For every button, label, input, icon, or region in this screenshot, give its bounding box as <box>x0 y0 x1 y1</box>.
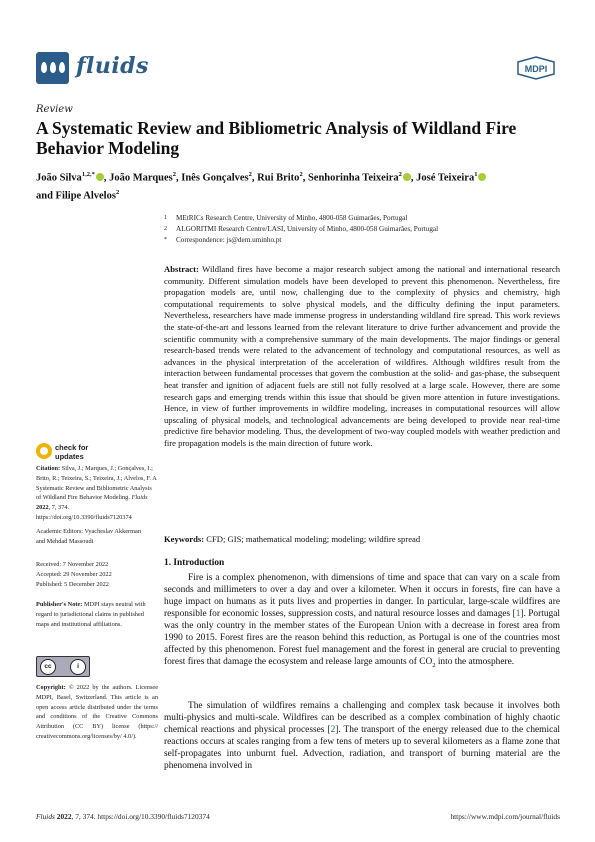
publisher-note <box>36 600 158 629</box>
affiliation <box>164 235 556 246</box>
accepted-date: Accepted: 29 November 2022 <box>36 571 112 578</box>
copyright-text: © 2022 by the authors. Licensee MDPI, Basel, Switzerland. This article is an open access article distributed under the terms and conditions of the Creative Commons Attribution (CC BY) license (https:// creativecommons.org/licenses/by/ 4.0/). <box>36 684 159 740</box>
author-affiliation-mark: 2 <box>172 171 176 178</box>
author-name[interactable]: Rui Brito <box>257 172 300 184</box>
author-name[interactable]: and Filipe Alvelos <box>36 190 116 201</box>
check-updates-icon <box>36 443 52 459</box>
subscript: 2 <box>432 661 436 669</box>
citation <box>36 464 158 523</box>
journal-logo <box>36 52 156 84</box>
author-affiliation-mark: 1,2,* <box>81 171 95 178</box>
affiliation <box>164 213 556 224</box>
affiliation-text: ALGORITMI Research Centre/LASI, University of Minho, 4800-058 Guimarães, Portugal <box>176 225 439 233</box>
author-list <box>36 168 561 203</box>
citation-journal: Fluids <box>131 494 148 502</box>
abstract-text: Wildland fires have become a major research subject among the national and international research community. Different simulation models have been developed to prevent this phenomenon. Nevertheless, fire propagation models are, until now, challenging due to the complexity of physics and chemistry, high computational requirements to solve physical models, and the difficulty defining the input parameters. Nevertheless, researchers have made immense progress in understanding wildland fire spread. This work reviews the state-of-the-art and lessons learned from the relevant literature to drive further advancement and provide the scientific community with a comprehensive summary of the main developments. The major findings or general research-based trends were related to the advancement of technology and computational resources, as well as advances in the physical interpretation of the acceleration of wildfires. Although wildfires result from the interaction between fundamental processes that govern the combustion at the solid- and gas-phase, the subsequent heat transfer and ignition of adjacent fuels are still not fully resolved at a large scale. However, there are some research gaps and emerging trends within this issue that should be given more attention in future investigations. Hence, in view of further improvements in wildfire modeling, increases in computational resources will allow upscaling of physical models, and technological advancements are being developed to provide near real-time predictive fire behavior modeling. Thus, the development of two-way coupled models with weather prediction and fire propagation models is the main direction of future work. <box>164 264 560 448</box>
orcid-icon[interactable] <box>96 173 104 181</box>
mdpi-logo <box>516 56 556 80</box>
affiliation-number: 2 <box>164 226 167 232</box>
section-heading: 1. Introduction <box>164 558 225 568</box>
published-date: Published: 5 December 2022 <box>36 581 109 588</box>
affiliation-text: MEtRICs Research Centre, University of Minho, 4800-058 Guimarães, Portugal <box>176 214 408 222</box>
citation-doi[interactable]: , 7, 374. https://doi.org/10.3390/fluids7120374 <box>36 504 132 521</box>
check-label-1: check for <box>55 443 89 452</box>
author-name[interactable]: José Teixeira <box>416 172 475 184</box>
p1-text-a: Fire is a complex phenomenon, with dimensions of time and space that can vary on a scale from seconds and millimeters to over a day and over a kilometer. When it occurs in forests, fire can have a huge impact on humans as it puts lives and properties in danger. In particular, large-scale wildfires are responsible for economic losses, suppression costs, and natural resource losses and damages [ <box>164 573 560 619</box>
academic-editors: Academic Editors: Vyacheslav Akkerman and Mehdad Massoudi <box>36 528 141 545</box>
cc-by-license-icon[interactable] <box>36 656 90 677</box>
p2-text-b: ]. The transport of the energy released due to the chemical reactions occurs at scales ranging from a few tens of meters up to several kilometers as a flame zone that self-propagates into unburnt fuel. Advection, radiation, and transport of burning material are the phenomena involved in <box>164 725 560 771</box>
p1-text-c: into the atmosphere. <box>435 657 515 667</box>
author-name[interactable]: Inês Gonçalves <box>181 172 249 184</box>
p2-text-a: The simulation of wildfires remains a challenging and complex task because it involves both multi-physics and multi-scale. Wildfires can be described as a complex combination of highly chaotic chemical reactions and physical processes [ <box>164 701 560 735</box>
footer-url[interactable]: https://www.mdpi.com/journal/fluids <box>450 812 560 821</box>
affiliation-text: Correspondence: js@dem.uminho.pt <box>176 236 282 244</box>
copyright <box>36 683 158 742</box>
keywords-label: Keywords: <box>164 534 205 544</box>
publisher-note-text: MDPI stays neutral with regard to jurisdictional claims in published maps and institutional affiliations. <box>36 601 146 628</box>
author-affiliation-mark: 2 <box>398 171 402 178</box>
affiliation-number: * <box>164 237 167 243</box>
citation-text: Silva, J.; Marques, J.; Gonçalves, I.; Brito, R.; Teixeira, S.; Teixeira, J.; Alvelos, F. A Systematic Review and Bibliometric Analysis of Wildland Fire Behavior Modeling. <box>36 465 157 502</box>
footer-year: 2022 <box>56 812 72 821</box>
citation-label: Citation: <box>36 465 61 472</box>
check-label-2: updates <box>55 452 84 461</box>
author-separator: , <box>251 172 258 184</box>
author-separator: , <box>410 172 417 184</box>
article-type: Review <box>36 104 73 115</box>
abstract <box>164 264 560 450</box>
keywords <box>164 534 560 544</box>
affiliation <box>164 224 556 235</box>
author-affiliation-mark: 2 <box>115 188 120 196</box>
footer-journal: Fluids <box>36 812 55 821</box>
affiliation-number: 1 <box>164 215 167 221</box>
keywords-text: CFD; GIS; mathematical modeling; modeling; wildfire spread <box>206 534 421 544</box>
p1-text-b: ]. Portugal was the only country in the member states of the European Union with a decrease in forest area from 1990 to 2015. Forest fires are the reason behind this reduction, as Portugal is one of the countries most affected by this phenomenon. Forest fuel management and the forest in general are crucial to preventing forest fires that damage the ecosystem and release large amounts of CO <box>164 609 560 667</box>
author-separator: , <box>176 172 182 184</box>
cc-icon: cc <box>40 659 56 675</box>
orcid-icon[interactable] <box>478 173 486 181</box>
footer-doi[interactable]: , 7, 374. https://doi.org/10.3390/fluids7120374 <box>71 812 210 821</box>
author-separator: , <box>103 172 110 184</box>
footer <box>36 812 560 821</box>
journal-name: fluids <box>76 53 149 79</box>
orcid-icon[interactable] <box>403 173 411 181</box>
attribution-icon: i <box>70 659 86 675</box>
drops-icon <box>36 52 69 84</box>
citation-link-1[interactable]: 1 <box>515 609 521 619</box>
citation-link-2[interactable]: 2 <box>330 725 336 735</box>
paragraph-1 <box>164 572 560 672</box>
received-date: Received: 7 November 2022 <box>36 561 109 568</box>
article-title: A Systematic Review and Bibliometric Analysis of Wildland Fire Behavior Modeling <box>36 118 517 158</box>
mdpi-text: MDPI <box>524 64 548 74</box>
author-name[interactable]: João Marques <box>109 172 173 184</box>
abstract-label: Abstract: <box>164 264 199 274</box>
author-separator: , <box>302 172 308 184</box>
author-name[interactable]: Senhorinha Teixeira <box>307 172 399 184</box>
copyright-label: Copyright: <box>36 684 66 691</box>
author-name[interactable]: João Silva <box>36 172 82 184</box>
publisher-note-label: Publisher's Note: <box>36 601 83 608</box>
author-affiliation-mark: 2 <box>248 171 252 178</box>
paragraph-2 <box>164 700 560 772</box>
author-affiliation-mark: 2 <box>299 171 303 178</box>
author-affiliation-mark: 1 <box>474 171 478 178</box>
citation-year: 2022 <box>36 504 49 512</box>
check-for-updates-button[interactable] <box>36 441 96 463</box>
